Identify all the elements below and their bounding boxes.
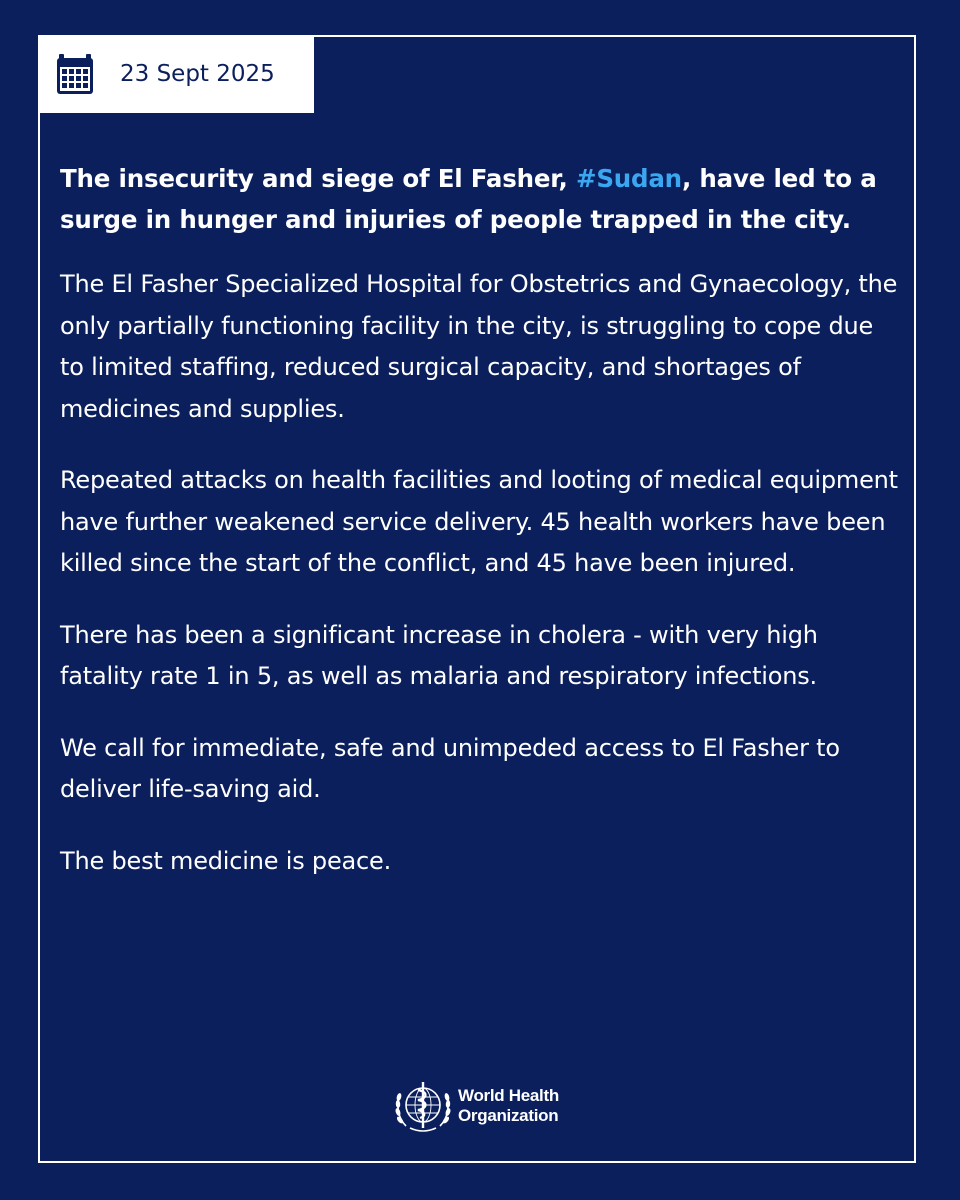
- paragraph-cholera: There has been a significant increase in cholera - with very high fatality rate 1 in 5, as well as malaria and respiratory infections.: [60, 620, 818, 690]
- headline: [60, 158, 902, 240]
- paragraph-attacks: Repeated attacks on health facilities and looting of medical equipment have further weakened service delivery. 45 health workers have been killed since the start of the conflict, and 45 have been injured.: [60, 466, 898, 577]
- who-logo: [392, 1076, 559, 1136]
- who-emblem-icon: [392, 1076, 454, 1136]
- paragraph-hospital: The El Fasher Specialized Hospital for Obstetrics and Gynaecology, the only partially functioning facility in the city, is struggling to cope due to limited staffing, reduced surgical capacity, and shortages of medicines and supplies.: [60, 270, 898, 423]
- paragraph-peace: The best medicine is peace.: [60, 846, 392, 875]
- who-name: [458, 1086, 559, 1126]
- who-name-line1: World Health: [458, 1086, 559, 1105]
- date-badge: [38, 35, 314, 113]
- paragraph-call: We call for immediate, safe and unimpeded access to El Fasher to deliver life-saving aid.: [60, 733, 840, 803]
- statement-body: [60, 158, 902, 912]
- calendar-icon: [56, 53, 94, 95]
- headline-before: The insecurity and siege of El Fasher,: [60, 164, 576, 193]
- date-text: 23 Sept 2025: [120, 61, 275, 87]
- hashtag-link[interactable]: #Sudan: [576, 164, 682, 193]
- headline-after: , have led to a surge in hunger and injuries of people trapped in the city.: [60, 164, 877, 234]
- who-name-line2: Organization: [458, 1106, 559, 1125]
